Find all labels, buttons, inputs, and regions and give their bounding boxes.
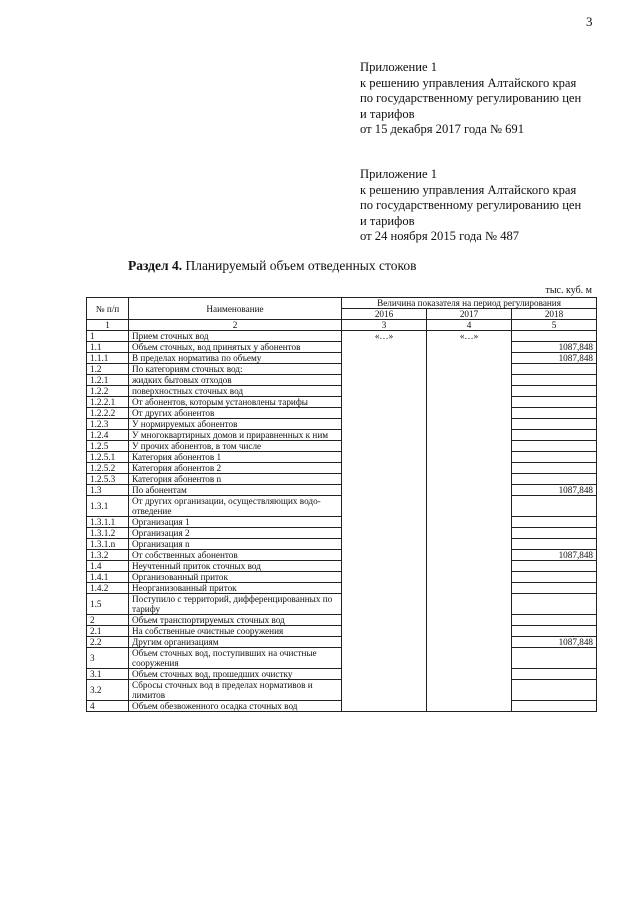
value-2017 bbox=[427, 561, 512, 572]
value-2017 bbox=[427, 594, 512, 615]
appendix-line: от 24 ноября 2015 года № 487 bbox=[360, 229, 520, 244]
units-label: тыс. куб. м bbox=[545, 285, 592, 296]
value-2017 bbox=[427, 386, 512, 397]
row-name: От собственных абонентов bbox=[129, 550, 342, 561]
value-2016 bbox=[342, 397, 427, 408]
header-year-2016: 2016 bbox=[342, 309, 427, 320]
table-row bbox=[87, 626, 597, 637]
value-2018 bbox=[512, 583, 597, 594]
row-number: 1.2.2.2 bbox=[87, 408, 129, 419]
row-number: 1.2 bbox=[87, 364, 129, 375]
row-name: У многоквартирных домов и приравненных к ним bbox=[129, 430, 342, 441]
row-number: 3.1 bbox=[87, 669, 129, 680]
appendix-line: от 15 декабря 2017 года № 691 bbox=[360, 122, 525, 137]
value-2018 bbox=[512, 594, 597, 615]
table-row bbox=[87, 583, 597, 594]
row-number: 1.2.5.3 bbox=[87, 474, 129, 485]
row-name: Объем обезвоженного осадка сточных вод bbox=[129, 701, 342, 712]
row-name: По категориям сточных вод: bbox=[129, 364, 342, 375]
row-number: 2.2 bbox=[87, 637, 129, 648]
value-2018 bbox=[512, 463, 597, 474]
appendix-reference-2017 bbox=[360, 60, 581, 138]
column-number: 2 bbox=[129, 320, 342, 331]
page-number: 3 bbox=[586, 14, 593, 29]
value-2018: 1087,848 bbox=[512, 485, 597, 496]
value-2018 bbox=[512, 474, 597, 485]
value-2017 bbox=[427, 572, 512, 583]
value-2017 bbox=[427, 419, 512, 430]
value-2018 bbox=[512, 441, 597, 452]
value-2018 bbox=[512, 419, 597, 430]
table-row bbox=[87, 637, 597, 648]
row-name: Другим организациям bbox=[129, 637, 342, 648]
value-2017 bbox=[427, 430, 512, 441]
appendix-line: и тарифов bbox=[360, 213, 415, 228]
row-number: 1.2.5 bbox=[87, 441, 129, 452]
value-2018 bbox=[512, 615, 597, 626]
row-name: Категория абонентов 2 bbox=[129, 463, 342, 474]
appendix-line: к решению управления Алтайского края bbox=[360, 182, 577, 197]
row-number: 1.2.5.1 bbox=[87, 452, 129, 463]
row-number: 1.3 bbox=[87, 485, 129, 496]
row-number: 2 bbox=[87, 615, 129, 626]
row-number: 1.2.1 bbox=[87, 375, 129, 386]
value-2017 bbox=[427, 626, 512, 637]
row-number: 1.1.1 bbox=[87, 353, 129, 364]
table-row bbox=[87, 397, 597, 408]
row-name: Объем сточных, вод принятых у абонентов bbox=[129, 342, 342, 353]
table-row bbox=[87, 408, 597, 419]
value-2017 bbox=[427, 364, 512, 375]
value-2016 bbox=[342, 615, 427, 626]
value-2017 bbox=[427, 615, 512, 626]
value-2018 bbox=[512, 408, 597, 419]
row-number: 1.4.1 bbox=[87, 572, 129, 583]
row-name: жидких бытовых отходов bbox=[129, 375, 342, 386]
row-name: Поступило с территорий, дифференцированных по тарифу bbox=[129, 594, 342, 615]
value-2017 bbox=[427, 669, 512, 680]
value-2018 bbox=[512, 561, 597, 572]
table-body bbox=[87, 331, 597, 712]
value-2018 bbox=[512, 386, 597, 397]
table-row bbox=[87, 342, 597, 353]
value-2018 bbox=[512, 528, 597, 539]
section-number: Раздел 4. bbox=[128, 258, 183, 273]
value-2017 bbox=[427, 441, 512, 452]
value-2016 bbox=[342, 496, 427, 517]
value-2016 bbox=[342, 485, 427, 496]
value-2018 bbox=[512, 701, 597, 712]
value-2016 bbox=[342, 463, 427, 474]
value-2017 bbox=[427, 583, 512, 594]
appendix-line: по государственному регулированию цен bbox=[360, 198, 582, 213]
appendix-reference-2015 bbox=[360, 167, 581, 245]
value-2018 bbox=[512, 669, 597, 680]
value-2016 bbox=[342, 594, 427, 615]
table-row bbox=[87, 463, 597, 474]
value-2016 bbox=[342, 626, 427, 637]
row-name: Объем транспортируемых сточных вод bbox=[129, 615, 342, 626]
row-number: 1.1 bbox=[87, 342, 129, 353]
row-name: На собственные очистные сооружения bbox=[129, 626, 342, 637]
value-2018 bbox=[512, 626, 597, 637]
appendix-line: по государственному регулированию цен bbox=[360, 91, 582, 106]
value-2018 bbox=[512, 648, 597, 669]
table-row bbox=[87, 561, 597, 572]
row-name: По абонентам bbox=[129, 485, 342, 496]
table-row bbox=[87, 441, 597, 452]
table-row bbox=[87, 386, 597, 397]
row-number: 2.1 bbox=[87, 626, 129, 637]
value-2017 bbox=[427, 353, 512, 364]
value-2016 bbox=[342, 441, 427, 452]
row-name: Организация n bbox=[129, 539, 342, 550]
value-2016 bbox=[342, 572, 427, 583]
row-name: Сбросы сточных вод в пределах нормативов и лимитов bbox=[129, 680, 342, 701]
table-row bbox=[87, 485, 597, 496]
value-2017 bbox=[427, 637, 512, 648]
value-2016 bbox=[342, 648, 427, 669]
row-name: Организация 2 bbox=[129, 528, 342, 539]
section-name: Планируемый объем отведенных стоков bbox=[182, 258, 417, 273]
value-2018 bbox=[512, 375, 597, 386]
value-2016 bbox=[342, 342, 427, 353]
value-2016 bbox=[342, 680, 427, 701]
column-number: 4 bbox=[427, 320, 512, 331]
value-2017 bbox=[427, 408, 512, 419]
column-number: 5 bbox=[512, 320, 597, 331]
row-name: Организация 1 bbox=[129, 517, 342, 528]
row-number: 4 bbox=[87, 701, 129, 712]
table-row bbox=[87, 680, 597, 701]
value-2018 bbox=[512, 364, 597, 375]
value-2016 bbox=[342, 517, 427, 528]
table-row bbox=[87, 496, 597, 517]
value-2016: «…» bbox=[342, 331, 427, 342]
value-2016 bbox=[342, 353, 427, 364]
table-row bbox=[87, 364, 597, 375]
row-name: Объем сточных вод, прошедших очистку bbox=[129, 669, 342, 680]
value-2016 bbox=[342, 419, 427, 430]
row-number: 1.2.2.1 bbox=[87, 397, 129, 408]
value-2016 bbox=[342, 430, 427, 441]
row-number: 1.2.4 bbox=[87, 430, 129, 441]
value-2016 bbox=[342, 637, 427, 648]
row-name: От других организации, осуществляющих водо-отведение bbox=[129, 496, 342, 517]
column-number: 3 bbox=[342, 320, 427, 331]
table-row bbox=[87, 648, 597, 669]
section-title bbox=[128, 258, 416, 274]
appendix-line: к решению управления Алтайского края bbox=[360, 75, 577, 90]
table-row bbox=[87, 528, 597, 539]
value-2016 bbox=[342, 408, 427, 419]
value-2018 bbox=[512, 430, 597, 441]
row-name: От других абонентов bbox=[129, 408, 342, 419]
value-2017 bbox=[427, 463, 512, 474]
value-2016 bbox=[342, 528, 427, 539]
header-num: № п/п bbox=[87, 298, 129, 320]
row-name: В пределах норматива по объему bbox=[129, 353, 342, 364]
value-2016 bbox=[342, 701, 427, 712]
value-2018 bbox=[512, 539, 597, 550]
row-name: Неорганизованный приток bbox=[129, 583, 342, 594]
value-2018: 1087,848 bbox=[512, 637, 597, 648]
row-name: Объем сточных вод, поступивших на очистные сооружения bbox=[129, 648, 342, 669]
value-2018 bbox=[512, 572, 597, 583]
row-number: 1.4.2 bbox=[87, 583, 129, 594]
value-2017 bbox=[427, 701, 512, 712]
value-2018 bbox=[512, 680, 597, 701]
value-2017 bbox=[427, 452, 512, 463]
value-2017 bbox=[427, 485, 512, 496]
table-row bbox=[87, 452, 597, 463]
value-2017 bbox=[427, 680, 512, 701]
value-2018 bbox=[512, 452, 597, 463]
row-name: У нормируемых абонентов bbox=[129, 419, 342, 430]
row-number: 1.2.5.2 bbox=[87, 463, 129, 474]
value-2016 bbox=[342, 474, 427, 485]
value-2018 bbox=[512, 496, 597, 517]
row-number: 1.3.1.n bbox=[87, 539, 129, 550]
table-row bbox=[87, 550, 597, 561]
row-number: 1.2.3 bbox=[87, 419, 129, 430]
value-2016 bbox=[342, 364, 427, 375]
table-row bbox=[87, 375, 597, 386]
value-2017 bbox=[427, 648, 512, 669]
table-row bbox=[87, 353, 597, 364]
wastewater-volume-table bbox=[86, 297, 597, 712]
value-2017 bbox=[427, 539, 512, 550]
header-period: Величина показателя на период регулирования bbox=[342, 298, 597, 309]
table-row bbox=[87, 615, 597, 626]
value-2017 bbox=[427, 375, 512, 386]
row-number: 1.3.1.2 bbox=[87, 528, 129, 539]
value-2018: 1087,848 bbox=[512, 550, 597, 561]
value-2017 bbox=[427, 550, 512, 561]
header-name: Наименование bbox=[129, 298, 342, 320]
row-name: Прием сточных вод bbox=[129, 331, 342, 342]
value-2017 bbox=[427, 528, 512, 539]
row-number: 3.2 bbox=[87, 680, 129, 701]
value-2016 bbox=[342, 375, 427, 386]
value-2018: 1087,848 bbox=[512, 353, 597, 364]
header-year-2017: 2017 bbox=[427, 309, 512, 320]
table-row bbox=[87, 701, 597, 712]
row-name: Неучтенный приток сточных вод bbox=[129, 561, 342, 572]
value-2016 bbox=[342, 561, 427, 572]
value-2017 bbox=[427, 397, 512, 408]
table-row bbox=[87, 669, 597, 680]
appendix-line: Приложение 1 bbox=[360, 167, 438, 181]
column-number: 1 bbox=[87, 320, 129, 331]
row-number: 1 bbox=[87, 331, 129, 342]
table-row bbox=[87, 474, 597, 485]
appendix-line: Приложение 1 bbox=[360, 60, 438, 74]
table-row bbox=[87, 430, 597, 441]
table-row bbox=[87, 331, 597, 342]
value-2017 bbox=[427, 496, 512, 517]
row-number: 1.5 bbox=[87, 594, 129, 615]
value-2017 bbox=[427, 474, 512, 485]
row-name: Организованный приток bbox=[129, 572, 342, 583]
value-2016 bbox=[342, 669, 427, 680]
value-2016 bbox=[342, 539, 427, 550]
table-row bbox=[87, 594, 597, 615]
value-2018 bbox=[512, 331, 597, 342]
value-2017 bbox=[427, 342, 512, 353]
value-2018 bbox=[512, 397, 597, 408]
value-2018: 1087,848 bbox=[512, 342, 597, 353]
value-2017: «…» bbox=[427, 331, 512, 342]
table-row bbox=[87, 539, 597, 550]
row-name: Категория абонентов n bbox=[129, 474, 342, 485]
value-2016 bbox=[342, 550, 427, 561]
row-number: 3 bbox=[87, 648, 129, 669]
table-row bbox=[87, 572, 597, 583]
row-name: поверхностных сточных вод bbox=[129, 386, 342, 397]
appendix-line: и тарифов bbox=[360, 106, 415, 121]
value-2016 bbox=[342, 386, 427, 397]
row-name: От абонентов, которым установлены тарифы bbox=[129, 397, 342, 408]
table-row bbox=[87, 517, 597, 528]
header-year-2018: 2018 bbox=[512, 309, 597, 320]
value-2016 bbox=[342, 583, 427, 594]
row-name: У прочих абонентов, в том числе bbox=[129, 441, 342, 452]
row-number: 1.3.1 bbox=[87, 496, 129, 517]
value-2017 bbox=[427, 517, 512, 528]
row-number: 1.3.2 bbox=[87, 550, 129, 561]
value-2016 bbox=[342, 452, 427, 463]
value-2018 bbox=[512, 517, 597, 528]
table-row bbox=[87, 419, 597, 430]
row-number: 1.2.2 bbox=[87, 386, 129, 397]
row-name: Категория абонентов 1 bbox=[129, 452, 342, 463]
row-number: 1.3.1.1 bbox=[87, 517, 129, 528]
row-number: 1.4 bbox=[87, 561, 129, 572]
